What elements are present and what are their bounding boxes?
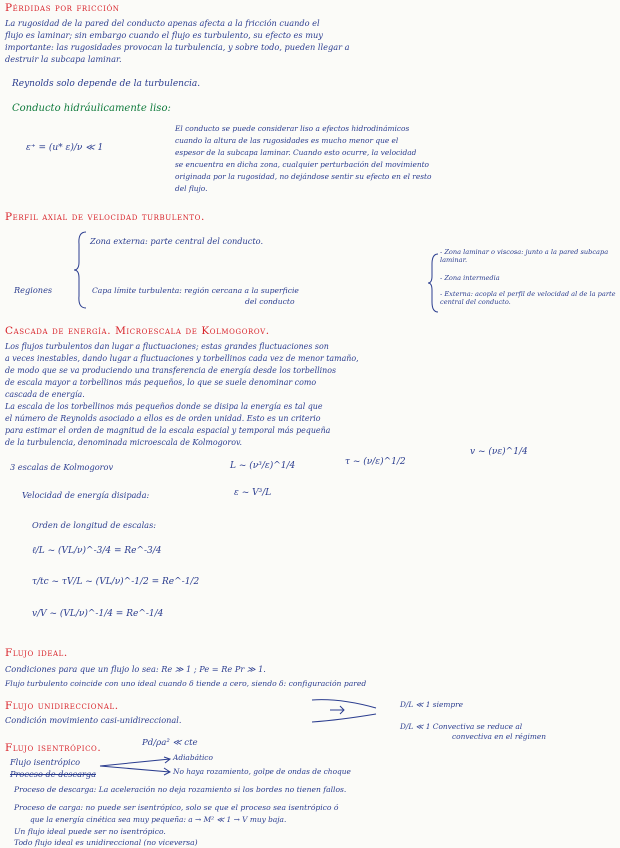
capa-limite-1: Capa límite turbulenta: región cercana a la superficie [92, 286, 299, 295]
section-title-perdidas: Pérdidas por fricción [5, 2, 120, 14]
liso-line-5: originada por la rugosidad, no dejándose sentir su efecto en el resto [175, 172, 432, 181]
isentropico-arrow-1: Adiabático [173, 753, 213, 762]
ratio-velocidad: v/V ~ (VL/ν)^-1/4 = Re^-1/4 [32, 609, 164, 619]
perdidas-line-2: flujo es laminar; sin embargo cuando el flujo es turbulento, su efecto es muy [5, 30, 323, 40]
cascada-line-8: para estimar el orden de magnitud de la escala espacial y temporal más pequeña [5, 426, 331, 435]
ideal-turbulento: Flujo turbulento coincide con uno ideal cuando δ tiende a cero, siendo δ: configuración pared [5, 679, 367, 688]
isentropico-descarga: Proceso de descarga: La aceleración no deja rozamiento si los bordes no tienen fallos. [14, 785, 347, 794]
cascada-line-6: La escala de los torbellinos más pequeños donde se disipa la energía es tal que [5, 402, 323, 411]
section-title-ideal: Flujo ideal. [5, 647, 68, 659]
cascada-line-3: de modo que se va produciendo una transferencia de energía desde los torbellinos [5, 366, 337, 375]
regiones-brace [74, 230, 88, 310]
isentropico-ideal-2: Todo flujo ideal es unidireccional (no viceversa) [14, 838, 198, 847]
section-title-perfil: Perfil axial de velocidad turbulento. [5, 211, 205, 223]
isentropico-item-2: Proceso de descarga [10, 769, 96, 779]
liso-title: Conducto hidráulicamente liso: [12, 103, 171, 114]
isentropico-carga-2: que la energía cinética sea muy pequeña: a → M² ≪ 1 → V muy baja. [30, 815, 287, 824]
velocidad-label: Velocidad de energía disipada: [22, 490, 150, 500]
capa-item-1: - Zona laminar o viscosa: junto a la pared subcapa laminar. [440, 248, 609, 264]
ratio-longitud: ℓ/L ~ (VL/ν)^-3/4 = Re^-3/4 [32, 546, 162, 556]
liso-equation: ε⁺ = (u* ε)/ν ≪ 1 [26, 143, 104, 153]
ideal-conditions: Condiciones para que un flujo lo sea: Re ≫ 1 ; Pe = Re Pr ≫ 1. [5, 664, 266, 674]
isentropico-carga-1: Proceso de carga: no puede ser isentrópico, solo se que el proceso sea isentrópico ó [14, 803, 339, 812]
liso-line-3: espesor de la subcapa laminar. Cuando esto ocurre, la velocidad [175, 148, 417, 157]
unidireccional-condition: Condición movimiento casi-unidireccional. [5, 715, 182, 725]
orden-label: Orden de longitud de escalas: [32, 520, 157, 530]
cascada-line-9: de la turbulencia, denominada microescala de Kolmogorov. [5, 438, 242, 447]
cascada-line-7: el número de Reynolds asociado a ellos es de orden unidad. Esto es un criterio [5, 414, 321, 423]
regiones-label: Regiones [14, 285, 53, 295]
unidireccional-eq-1: D/L ≪ 1 siempre [400, 700, 463, 709]
perdidas-line-3: importante: las rugosidades provocan la turbulencia, y sobre todo, pueden llegar a [5, 42, 350, 52]
perdidas-line-1: La rugosidad de la pared del conducto apenas afecta a la fricción cuando el [5, 18, 320, 28]
isentropico-ideal-1: Un flujo ideal puede ser no isentrópico. [14, 827, 166, 836]
unidireccional-eq-2a: D/L ≪ 1 Convectiva se reduce al [400, 722, 523, 731]
liso-line-1: El conducto se puede considerar liso a efectos hidrodinámicos [175, 124, 410, 133]
cascada-line-2: a veces inestables, dando lugar a fluctuaciones y torbellinos cada vez de menor tamaño, [5, 354, 359, 363]
capa-item-2: - Zona intermedia [440, 274, 500, 282]
capa-item-3: - Externa: acopla el perfil de velocidad al de la parte central del conducto. [440, 290, 616, 306]
unidireccional-sketch [310, 694, 380, 728]
perdidas-line-4: destruir la subcapa laminar. [5, 54, 122, 64]
liso-line-4: se encuentra en dicha zona, cualquier perturbación del movimiento [175, 160, 429, 169]
unidireccional-eq-2b: convectiva en el régimen [452, 732, 547, 741]
velocidad-equation: ε ~ V³/L [234, 488, 272, 498]
escalas-label: 3 escalas de Kolmogorov [10, 462, 114, 472]
cascada-line-4: de escala mayor a torbellinos más pequeños, lo que se suele denominar como [5, 378, 317, 387]
escala-tiempo: τ ~ (ν/ε)^1/2 [345, 457, 406, 467]
escala-longitud: L ~ (ν³/ε)^1/4 [230, 461, 296, 471]
cascada-line-1: Los flujos turbulentos dan lugar a fluctuaciones; estas grandes fluctuaciones son [5, 342, 329, 351]
escala-velocidad: v ~ (νε)^1/4 [470, 447, 528, 457]
section-title-isentropico: Flujo isentrópico. [5, 742, 102, 754]
cascada-line-5: cascada de energía. [5, 390, 85, 399]
isentropico-arrow-2: No haya rozamiento, golpe de ondas de choque [173, 767, 351, 776]
liso-line-2: cuando la altura de las rugosidades es mucho menor que el [175, 136, 399, 145]
isentropico-item-1: Flujo isentrópico [10, 757, 81, 767]
section-title-cascada: Cascada de energía. Microescala de Kolmogorov. [5, 325, 270, 337]
zona-externa: Zona externa: parte central del conducto. [90, 236, 264, 246]
isentropico-side-eq: Pd/ρa² ≪ cte [142, 738, 198, 748]
capa-brace [428, 252, 440, 314]
reynolds-note: Reynolds solo depende de la turbulencia. [12, 79, 201, 89]
capa-limite-2: del conducto [245, 297, 295, 306]
isentropico-arrows [100, 756, 180, 776]
ratio-tiempo: τ/tc ~ τV/L ~ (VL/ν)^-1/2 = Re^-1/2 [32, 577, 200, 587]
liso-line-6: del flujo. [175, 184, 208, 193]
section-title-unidireccional: Flujo unidireccional. [5, 700, 119, 712]
